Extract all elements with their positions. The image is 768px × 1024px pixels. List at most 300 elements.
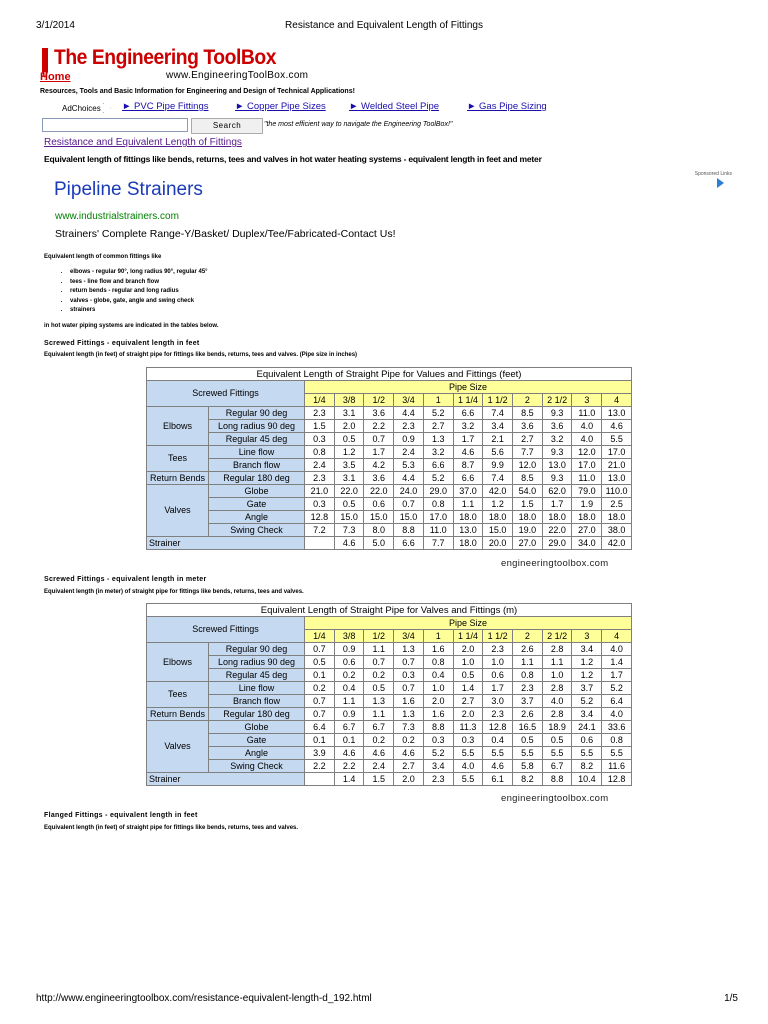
section-description: Equivalent length (in feet) of straight pipe for fittings like bends, returns, tees and valves. (Pipe size in inches) (44, 352, 358, 358)
table-cell: 5.2 (572, 695, 602, 708)
pipe-size-header: 2 1/2 (542, 394, 572, 407)
table-cell: 7.7 (513, 446, 543, 459)
intro-note: in hot water piping systems are indicated in the tables below. (44, 323, 219, 329)
table-header-row (147, 381, 632, 394)
table-cell: 2.3 (483, 708, 513, 721)
table-cell: 4.0 (453, 760, 483, 773)
table-cell: 16.5 (513, 721, 543, 734)
fitting-type-label: Angle (209, 511, 305, 524)
table-cell: 10.4 (572, 773, 602, 786)
table-row (147, 524, 632, 537)
table-cell: 0.5 (453, 669, 483, 682)
table-cell: 7.3 (394, 721, 424, 734)
table-cell: 0.3 (305, 498, 335, 511)
search-note: "the most efficient way to navigate the Engineering ToolBox!" (264, 121, 453, 128)
table-cell: 0.6 (572, 734, 602, 747)
table-cell: 2.2 (305, 760, 335, 773)
table-cell: 8.5 (513, 407, 543, 420)
table-cell: 1.3 (423, 433, 453, 446)
table-cell: 42.0 (602, 537, 632, 550)
table-caption-row (147, 368, 632, 381)
table-row (147, 682, 632, 695)
table-cell: 79.0 (572, 485, 602, 498)
fitting-type-label: Angle (209, 747, 305, 760)
pipe-size-header: 2 1/2 (542, 630, 572, 643)
table-cell: 12.0 (572, 446, 602, 459)
table-cell: 9.3 (542, 407, 572, 420)
table-cell: 13.0 (542, 459, 572, 472)
table-cell: 42.0 (483, 485, 513, 498)
print-url: http://www.engineeringtoolbox.com/resistance-equivalent-length-d_192.html (36, 993, 372, 1004)
table-cell: 2.3 (394, 420, 424, 433)
table-cell: 4.4 (394, 472, 424, 485)
site-tagline: Resources, Tools and Basic Information for Engineering and Design of Technical Applications! (40, 88, 355, 95)
table-cell: 4.2 (364, 459, 394, 472)
table-cell: 7.2 (305, 524, 335, 537)
table-cell: 5.0 (364, 537, 394, 550)
table-cell: 1.6 (394, 695, 424, 708)
table-row (147, 472, 632, 485)
fitting-type-label: Regular 45 deg (209, 669, 305, 682)
table-cell: 17.0 (602, 446, 632, 459)
table-cell: 0.4 (483, 734, 513, 747)
fitting-type-label: Regular 90 deg (209, 643, 305, 656)
table-caption: Equivalent Length of Straight Pipe for Valves and Fittings (m) (147, 604, 632, 617)
nav-link-copper-pipe-sizes[interactable]: ► Copper Pipe Sizes (235, 101, 326, 112)
table-cell: 4.6 (602, 420, 632, 433)
fitting-group-label: Elbows (147, 407, 209, 446)
print-title: Resistance and Equivalent Length of Fittings (285, 20, 483, 31)
table-cell: 5.3 (394, 459, 424, 472)
table-row (147, 537, 632, 550)
table-cell: 24.1 (572, 721, 602, 734)
table-cell: 7.7 (423, 537, 453, 550)
table-cell: 0.7 (394, 656, 424, 669)
table-row (147, 433, 632, 446)
table-cell: 8.8 (542, 773, 572, 786)
table-cell: 2.6 (513, 643, 543, 656)
table-cell: 110.0 (602, 485, 632, 498)
table-cell: 0.2 (394, 734, 424, 747)
nav-link-welded-steel-pipe[interactable]: ► Welded Steel Pipe (349, 101, 440, 112)
table-cell: 1.1 (542, 656, 572, 669)
table-cell: 0.5 (305, 656, 335, 669)
table-cell: 4.0 (572, 420, 602, 433)
site-url: www.EngineeringToolBox.com (166, 70, 309, 81)
table-cell: 3.2 (423, 446, 453, 459)
table-cell: 4.0 (542, 695, 572, 708)
table-cell: 1.1 (364, 708, 394, 721)
fitting-type-label: Swing Check (209, 760, 305, 773)
pipe-size-header: 2 (513, 394, 543, 407)
table-cell: 18.0 (453, 511, 483, 524)
table-caption: Equivalent Length of Straight Pipe for Values and Fittings (feet) (147, 368, 632, 381)
table-row (147, 459, 632, 472)
pipe-size-label: Pipe Size (305, 617, 632, 630)
table-cell: 7.4 (483, 472, 513, 485)
table-cell: 18.0 (542, 511, 572, 524)
fitting-group-label: Strainer (147, 773, 305, 786)
table-cell: 12.0 (513, 459, 543, 472)
table-cell: 3.0 (483, 695, 513, 708)
pipe-size-header: 1 (423, 630, 453, 643)
pipe-size-header: 1/4 (305, 394, 335, 407)
table-cell: 1.0 (483, 656, 513, 669)
table-cell: 27.0 (572, 524, 602, 537)
table-cell: 4.6 (483, 760, 513, 773)
table-cell: 4.0 (602, 643, 632, 656)
table-row (147, 734, 632, 747)
fitting-group-label: Return Bends (147, 708, 209, 721)
list-item: • return bends - regular and long radius (70, 287, 208, 297)
ad-title[interactable]: Pipeline Strainers (54, 179, 203, 200)
table-cell: 9.3 (542, 472, 572, 485)
table-cell: 3.2 (453, 420, 483, 433)
table-cell: 2.0 (334, 420, 364, 433)
table-cell: 4.6 (394, 747, 424, 760)
equivalent-length-table-feet (146, 367, 632, 550)
pipe-size-header: 3/8 (334, 394, 364, 407)
table-cell: 0.6 (334, 656, 364, 669)
table-cell: 0.7 (305, 708, 335, 721)
table-cell: 18.0 (453, 537, 483, 550)
table-credit: engineeringtoolbox.com (501, 558, 609, 569)
table-cell: 18.0 (602, 511, 632, 524)
table-cell: 2.6 (513, 708, 543, 721)
table-credit: engineeringtoolbox.com (501, 793, 609, 804)
fitting-group-label: Return Bends (147, 472, 209, 485)
fitting-type-label: Regular 180 deg (209, 708, 305, 721)
table-cell: 4.0 (602, 708, 632, 721)
site-logo[interactable] (40, 46, 309, 88)
table-row (147, 773, 632, 786)
table-cell: 9.9 (483, 459, 513, 472)
table-cell: 20.0 (483, 537, 513, 550)
table-cell: 2.4 (394, 446, 424, 459)
table-cell: 1.0 (542, 669, 572, 682)
table-row (147, 485, 632, 498)
table-row (147, 708, 632, 721)
table-corner-label: Screwed Fittings (147, 617, 305, 643)
section-heading: Flanged Fittings - equivalent length in feet (44, 812, 198, 819)
table-cell: 8.7 (453, 459, 483, 472)
table-cell: 54.0 (513, 485, 543, 498)
table-cell: 15.0 (364, 511, 394, 524)
table-cell: 1.3 (394, 643, 424, 656)
table-cell: 8.0 (364, 524, 394, 537)
table-row (147, 498, 632, 511)
table-cell: 1.6 (423, 643, 453, 656)
table-header-row (147, 617, 632, 630)
table-cell: 3.4 (423, 760, 453, 773)
pipe-size-header: 1 1/2 (483, 394, 513, 407)
table-cell: 1.3 (394, 708, 424, 721)
table-row (147, 511, 632, 524)
table-cell: 0.7 (394, 498, 424, 511)
table-cell: 1.9 (572, 498, 602, 511)
table-cell: 1.4 (334, 773, 364, 786)
pipe-size-header: 3/8 (334, 630, 364, 643)
table-cell: 2.0 (423, 695, 453, 708)
table-cell: 1.7 (542, 498, 572, 511)
table-cell: 0.7 (305, 695, 335, 708)
sponsored-label: Sponsored Links (694, 171, 732, 177)
table-cell: 12.8 (305, 511, 335, 524)
ad-info-icon[interactable] (717, 178, 724, 188)
table-cell: 5.5 (513, 747, 543, 760)
table-cell: 1.2 (334, 446, 364, 459)
table-cell: 1.5 (513, 498, 543, 511)
table-cell: 3.6 (542, 420, 572, 433)
table-cell: 2.5 (602, 498, 632, 511)
table-cell: 0.7 (394, 682, 424, 695)
table-cell: 11.6 (602, 760, 632, 773)
table-cell: 8.8 (394, 524, 424, 537)
table-cell: 1.1 (453, 498, 483, 511)
table-cell: 0.5 (334, 498, 364, 511)
fitting-group-label: Tees (147, 682, 209, 708)
pipe-size-header: 4 (602, 394, 632, 407)
pipe-size-header: 4 (602, 630, 632, 643)
home-link[interactable]: Home (40, 71, 71, 83)
table-cell: 0.5 (542, 734, 572, 747)
pipe-size-header: 3 (572, 630, 602, 643)
table-cell: 3.4 (572, 643, 602, 656)
table-cell: 5.5 (483, 747, 513, 760)
table-cell: 11.0 (423, 524, 453, 537)
fitting-type-label: Long radius 90 deg (209, 656, 305, 669)
table-cell: 18.0 (572, 511, 602, 524)
table-row (147, 747, 632, 760)
table-cell: 0.3 (453, 734, 483, 747)
table-cell: 1.7 (364, 446, 394, 459)
table-cell: 0.5 (513, 734, 543, 747)
table-cell: 2.7 (394, 760, 424, 773)
fitting-type-label: Gate (209, 734, 305, 747)
fitting-type-label: Regular 90 deg (209, 407, 305, 420)
table-cell: 2.7 (453, 695, 483, 708)
table-cell: 0.7 (305, 643, 335, 656)
table-cell: 1.0 (453, 656, 483, 669)
table-cell: 37.0 (453, 485, 483, 498)
table-cell: 5.5 (542, 747, 572, 760)
table-cell: 2.1 (483, 433, 513, 446)
table-cell: 3.1 (334, 472, 364, 485)
table-cell: 0.2 (305, 682, 335, 695)
table-cell: 18.9 (542, 721, 572, 734)
table-cell: 18.0 (513, 511, 543, 524)
nav-link-gas-pipe-sizing[interactable]: ► Gas Pipe Sizing (467, 101, 547, 112)
pipe-size-header: 1 1/4 (453, 394, 483, 407)
section-description: Equivalent length (in feet) of straight pipe for fittings like bends, returns, tees and valves. (44, 825, 299, 831)
table-cell: 6.4 (602, 695, 632, 708)
list-item: • strainers (70, 306, 208, 316)
table-cell: 0.9 (394, 433, 424, 446)
table-cell: 4.0 (572, 433, 602, 446)
table-cell: 38.0 (602, 524, 632, 537)
pipe-size-header: 2 (513, 630, 543, 643)
table-cell: 6.4 (305, 721, 335, 734)
table-cell: 2.4 (364, 760, 394, 773)
table-row (147, 760, 632, 773)
table-cell: 3.1 (334, 407, 364, 420)
table-cell: 1.2 (572, 656, 602, 669)
adchoices-icon (103, 103, 111, 113)
table-cell: 0.6 (364, 498, 394, 511)
table-cell: 2.3 (513, 682, 543, 695)
pipe-size-header: 1/4 (305, 630, 335, 643)
table-cell: 3.4 (483, 420, 513, 433)
pipe-size-header: 3 (572, 394, 602, 407)
table-cell: 1.6 (423, 708, 453, 721)
table-cell: 1.1 (364, 643, 394, 656)
table-cell: 8.2 (572, 760, 602, 773)
search-button[interactable]: Search (191, 118, 263, 134)
table-cell: 5.5 (453, 747, 483, 760)
table-cell: 0.5 (364, 682, 394, 695)
table-cell: 5.8 (513, 760, 543, 773)
table-cell: 6.6 (453, 472, 483, 485)
pipe-size-header: 1 1/2 (483, 630, 513, 643)
table-cell: 1.7 (453, 433, 483, 446)
table-cell: 4.6 (453, 446, 483, 459)
table-cell: 2.0 (394, 773, 424, 786)
table-cell: 3.2 (542, 433, 572, 446)
table-cell: 8.2 (513, 773, 543, 786)
pipe-size-header: 3/4 (394, 394, 424, 407)
table-cell: 0.9 (334, 708, 364, 721)
table-cell: 5.2 (423, 747, 453, 760)
table-cell: 13.0 (453, 524, 483, 537)
table-row (147, 446, 632, 459)
pipe-size-header: 1 1/4 (453, 630, 483, 643)
table-cell: 21.0 (602, 459, 632, 472)
pipe-size-header: 1 (423, 394, 453, 407)
table-cell: 8.8 (423, 721, 453, 734)
site-name: The Engineering ToolBox (54, 46, 276, 69)
fitting-type-label: Globe (209, 721, 305, 734)
table-cell: 2.8 (542, 682, 572, 695)
table-cell: 2.7 (513, 433, 543, 446)
fitting-type-label: Swing Check (209, 524, 305, 537)
fittings-list (60, 268, 208, 316)
table-cell: 5.5 (602, 433, 632, 446)
table-cell: 4.6 (334, 747, 364, 760)
table-cell: 1.4 (453, 682, 483, 695)
section-heading: Screwed Fittings - equivalent length in meter (44, 576, 207, 583)
table-cell: 1.7 (483, 682, 513, 695)
table-cell: 5.2 (602, 682, 632, 695)
table-cell: 0.1 (305, 669, 335, 682)
search-input[interactable] (42, 118, 188, 132)
table-cell: 1.1 (513, 656, 543, 669)
table-row (147, 407, 632, 420)
table-cell: 21.0 (305, 485, 335, 498)
table-cell: 11.0 (572, 407, 602, 420)
table-cell: 6.7 (334, 721, 364, 734)
table-cell: 1.2 (572, 669, 602, 682)
nav-link-pvc-pipe-fittings[interactable]: ► PVC Pipe Fittings (122, 101, 209, 112)
table-cell: 0.8 (305, 446, 335, 459)
section-description: Equivalent length (in meter) of straight pipe for fittings like bends, returns, tees and valves. (44, 589, 304, 595)
fitting-type-label: Branch flow (209, 459, 305, 472)
table-cell: 5.5 (602, 747, 632, 760)
adchoices[interactable] (62, 101, 111, 115)
table-cell: 5.2 (423, 472, 453, 485)
table-cell: 0.2 (364, 669, 394, 682)
table-cell: 5.2 (423, 407, 453, 420)
table-cell: 62.0 (542, 485, 572, 498)
table-cell: 0.5 (334, 433, 364, 446)
table-cell: 6.6 (453, 407, 483, 420)
equivalent-length-table-meter (146, 603, 632, 786)
table-cell: 15.0 (483, 524, 513, 537)
table-cell: 3.6 (364, 472, 394, 485)
table-cell: 2.7 (423, 420, 453, 433)
table-cell: 15.0 (394, 511, 424, 524)
table-cell: 0.4 (334, 682, 364, 695)
table-cell: 27.0 (513, 537, 543, 550)
table-cell: 2.2 (334, 760, 364, 773)
table-cell: 2.3 (483, 643, 513, 656)
table-cell: 5.5 (572, 747, 602, 760)
table-cell: 1.1 (334, 695, 364, 708)
fitting-type-label: Regular 45 deg (209, 433, 305, 446)
table-cell: 11.0 (572, 472, 602, 485)
table-cell: 6.7 (542, 760, 572, 773)
fitting-group-label: Valves (147, 721, 209, 773)
table-cell: 19.0 (513, 524, 543, 537)
pipe-size-header: 3/4 (394, 630, 424, 643)
table-cell: 0.8 (513, 669, 543, 682)
table-row (147, 721, 632, 734)
table-cell: 2.4 (305, 459, 335, 472)
table-cell: 1.0 (423, 682, 453, 695)
table-cell: 0.3 (394, 669, 424, 682)
table-cell: 7.3 (334, 524, 364, 537)
table-cell: 24.0 (394, 485, 424, 498)
table-cell: 29.0 (423, 485, 453, 498)
table-row (147, 643, 632, 656)
pipe-size-label: Pipe Size (305, 381, 632, 394)
fitting-type-label: Line flow (209, 446, 305, 459)
table-caption-row (147, 604, 632, 617)
table-cell: 3.4 (572, 708, 602, 721)
fitting-type-label: Line flow (209, 682, 305, 695)
table-cell (305, 773, 335, 786)
table-row (147, 420, 632, 433)
table-cell: 0.9 (334, 643, 364, 656)
table-cell: 13.0 (602, 472, 632, 485)
pipe-size-header: 1/2 (364, 630, 394, 643)
page-title-link[interactable]: Resistance and Equivalent Length of Fittings (44, 137, 242, 148)
table-cell: 22.0 (334, 485, 364, 498)
table-cell: 2.0 (453, 643, 483, 656)
table-cell: 13.0 (602, 407, 632, 420)
table-cell (305, 537, 335, 550)
table-cell: 2.0 (453, 708, 483, 721)
ad-url[interactable]: www.industrialstrainers.com (55, 211, 179, 222)
table-cell: 0.8 (602, 734, 632, 747)
table-cell: 0.8 (423, 656, 453, 669)
table-cell: 6.6 (394, 537, 424, 550)
intro-text: Equivalent length of common fittings like (44, 254, 162, 260)
ad-body: Strainers' Complete Range-Y/Basket/ Duplex/Tee/Fabricated-Contact Us! (55, 228, 396, 240)
table-cell: 22.0 (542, 524, 572, 537)
table-cell: 0.7 (364, 656, 394, 669)
table-cell: 34.0 (572, 537, 602, 550)
print-date: 3/1/2014 (36, 20, 75, 31)
